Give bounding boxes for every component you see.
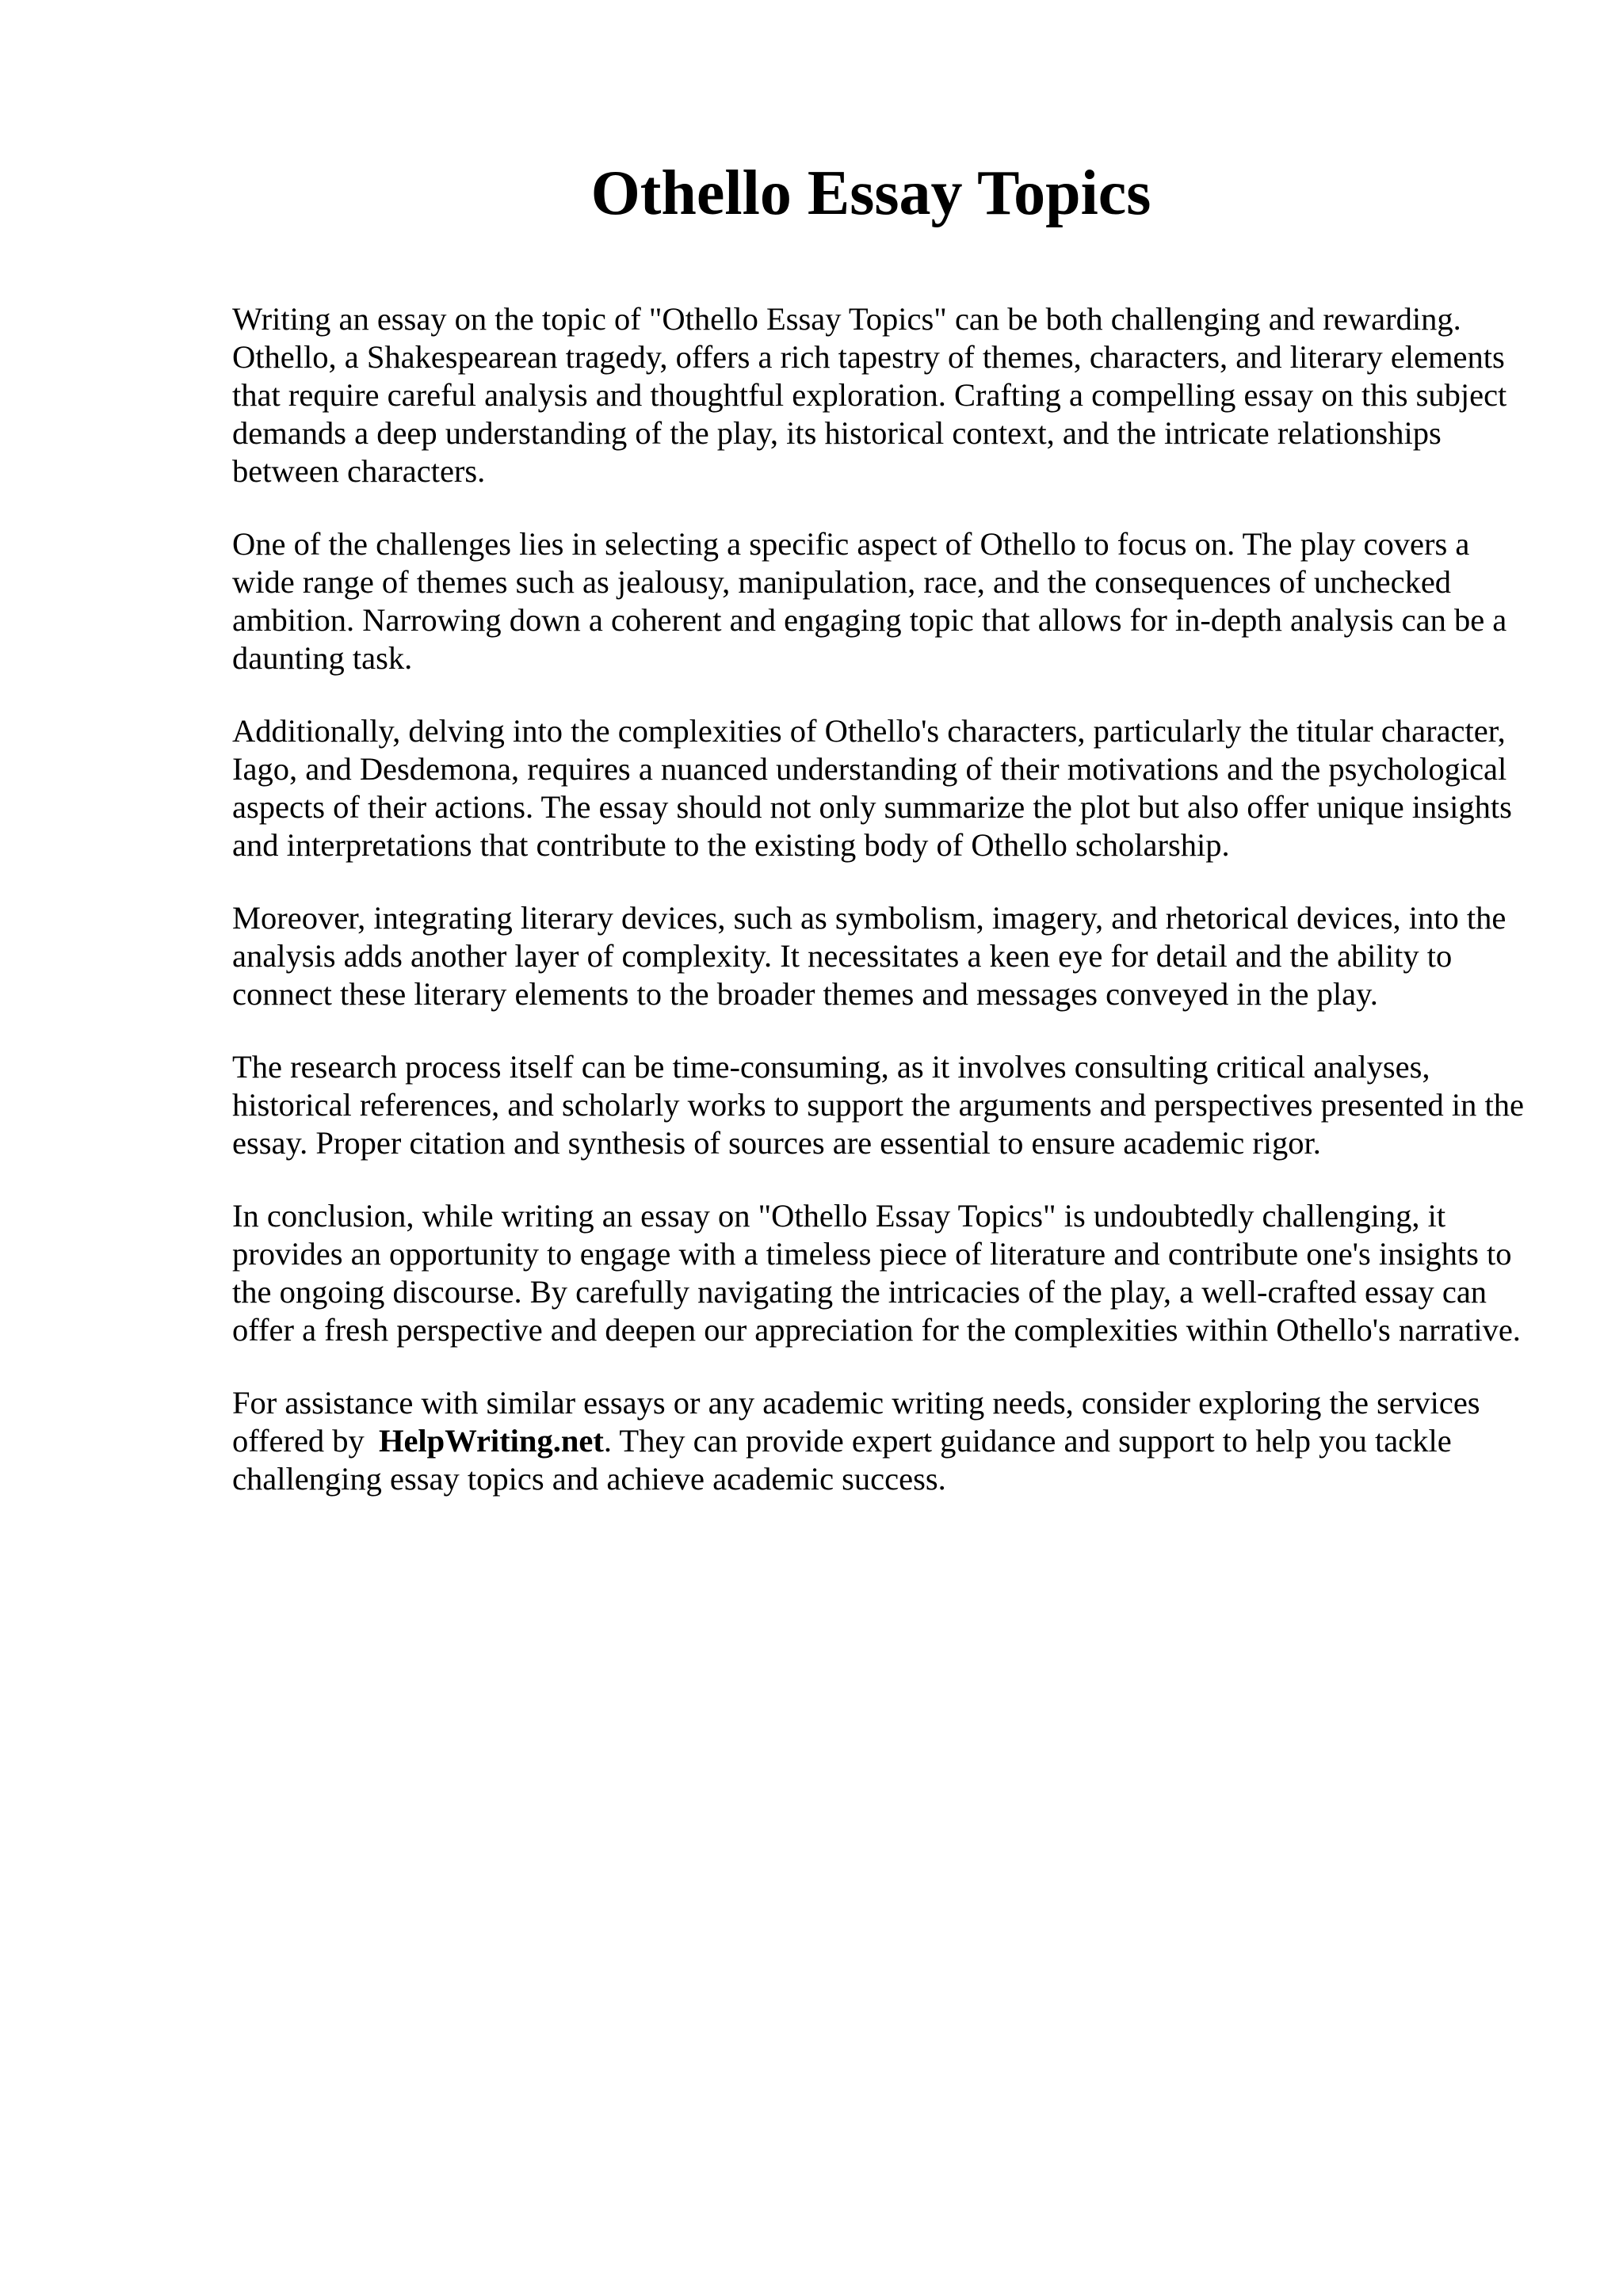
closing-text-after: . They can provide expert guidance and support to help you tackle challenging essay topics and achieve academic success. [232, 1423, 1452, 1497]
paragraph-literary-devices: Moreover, integrating literary devices, such as symbolism, imagery, and rhetorical devices, into the analysis adds another layer of complexity. It necessitates a keen eye for detail and the ability to connect these literary elements to the broader themes and messages conveyed in the play. [232, 900, 1507, 1012]
paragraph-closing [232, 1384, 1532, 1498]
paragraph-research: The research process itself can be time-consuming, as it involves consulting critical analyses, historical references, and scholarly works to support the arguments and perspectives presented in the essay. Proper citation and synthesis of sources are essential to ensure academic rigor. [232, 1049, 1524, 1161]
closing-text-before: For assistance with similar essays or any academic writing needs, consider exploring the services offered by [232, 1385, 1480, 1459]
brand-name: HelpWriting.net [378, 1423, 604, 1459]
paragraph-characters: Additionally, delving into the complexities of Othello's characters, particularly the titular character, Iago, and Desdemona, requires a nuanced understanding of their motivations and the psychological aspects of their actions. The essay should not only summarize the plot but also offer unique insights and interpretations that contribute to the existing body of Othello scholarship. [232, 713, 1512, 863]
document-title: Othello Essay Topics [590, 158, 1151, 228]
paragraph-conclusion: In conclusion, while writing an essay on "Othello Essay Topics" is undoubtedly challenging, it provides an opportunity to engage with a timeless piece of literature and contribute one's insights to the ongoing discourse. By carefully navigating the intricacies of the play, a well-crafted essay can offer a fresh perspective and deepen our appreciation for the complexities within Othello's narrative. [232, 1198, 1521, 1348]
paragraph-challenges: One of the challenges lies in selecting a specific aspect of Othello to focus on. The play covers a wide range of themes such as jealousy, manipulation, race, and the consequences of unchecked ambition. Narrowing down a coherent and engaging topic that allows for in-depth analysis can be a daunting task. [232, 526, 1507, 676]
document-body [232, 300, 1532, 1533]
paragraph-intro: Writing an essay on the topic of "Othello Essay Topics" can be both challenging and rewarding. Othello, a Shakespearean tragedy, offers a rich tapestry of themes, characters, and literary elements that require careful analysis and thoughtful exploration. Crafting a compelling essay on this subject demands a deep understanding of the play, its historical context, and the intricate relationships between characters. [232, 301, 1507, 489]
